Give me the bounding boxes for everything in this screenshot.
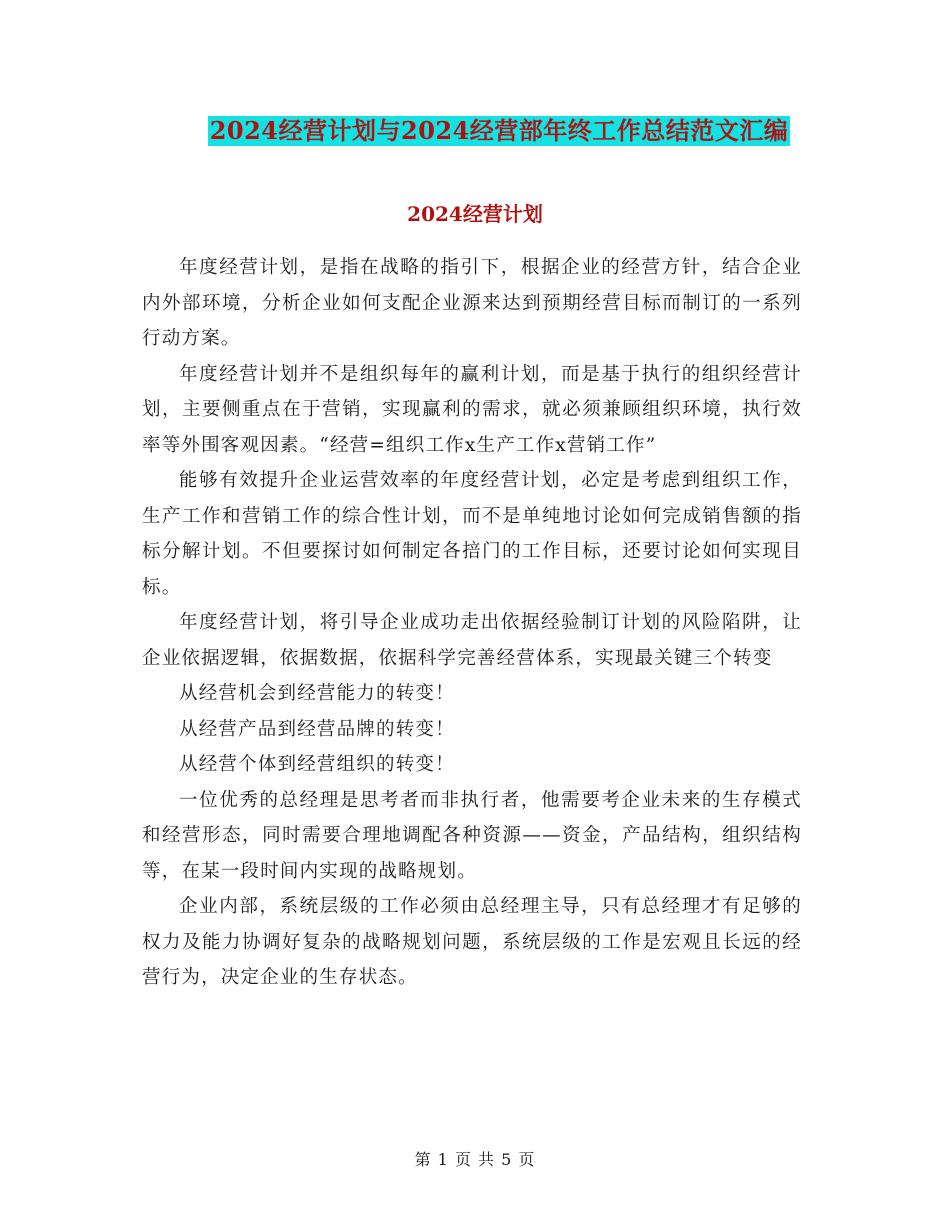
paragraph: 一位优秀的总经理是思考者而非执行者，他需要考企业未来的生存模式和经营形态，同时需要合理地调配各种资源——资金，产品结构，组织结构等，在某一段时间内实现的战略规划。 xyxy=(142,789,802,882)
paragraph: 年度经营计划，将引导企业成功走出依据经验制订计划的风险陷阱，让企业依据逻辑，依据数据，依据科学完善经营体系，实现最关键三个转变 xyxy=(142,612,802,669)
document-title xyxy=(0,112,950,146)
section-title: 2024经营计划 xyxy=(407,202,543,226)
document-body xyxy=(142,250,802,996)
list-item: 从经营产品到经营品牌的转变！ xyxy=(179,718,455,740)
paragraph: 能够有效提升企业运营效率的年度经营计划，必定是考虑到组织工作，生产工作和营销工作的综合性计划，而不是单纯地讨论如何完成销售额的指标分解计划。不但要探讨如何制定各掊门的工作目标，还要讨论如何实现目标。 xyxy=(142,470,802,598)
paragraph: 年度经营计划，是指在战略的指引下，根据企业的经营方针，结合企业内外部环境，分析企业如何支配企业源来达到预期经营目标而制订的一系列行动方案。 xyxy=(142,257,802,349)
paragraph: 年度经营计划并不是组织每年的赢利计划，而是基于执行的组织经营计划，主要侧重点在于营销，实现赢利的需求，就必须兼顾组织环境，执行效率等外围客观因素。“经营=组织工作x生产工作x营销工作” xyxy=(142,363,802,456)
list-item: 从经营个体到经营组织的转变！ xyxy=(179,754,455,775)
document-title-text: 2024经营计划与2024经营部年终工作总结范文汇编 xyxy=(209,116,789,145)
list-item: 从经营机会到经营能力的转变！ xyxy=(179,683,455,704)
paragraph: 企业内部，系统层级的工作必须由总经理主导，只有总经理才有足够的权力及能力协调好复杂的战略规划问题，系统层级的工作是宏观且长远的经营行为，决定企业的生存状态。 xyxy=(142,896,802,988)
page-number: 第 1 页 共 5 页 xyxy=(414,1150,536,1169)
